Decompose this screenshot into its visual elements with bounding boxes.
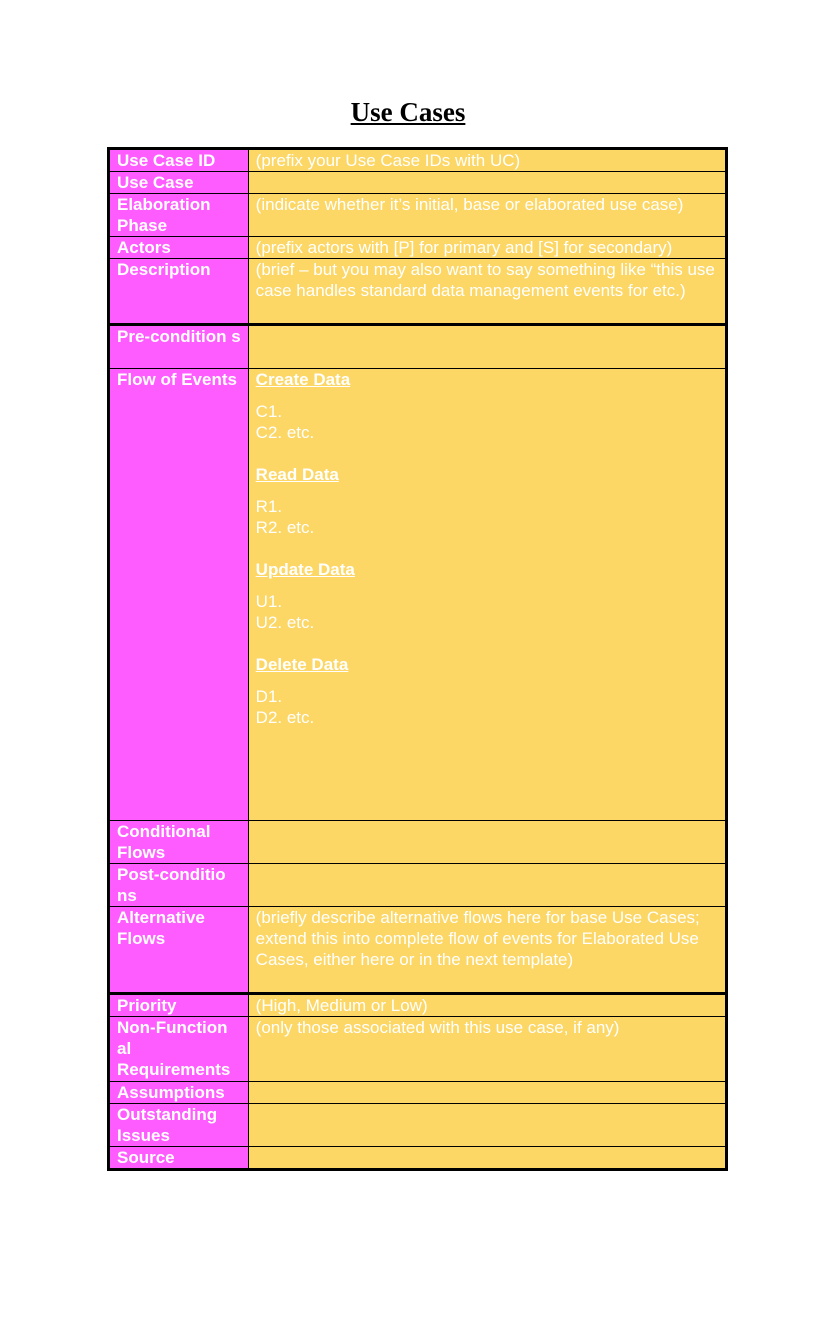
row-assumptions [109, 1082, 727, 1104]
actors-value: (prefix actors with [P] for primary and [S] for secondary) [248, 237, 726, 259]
conditional-flows-value [248, 821, 726, 864]
elaboration-phase-label: Elaboration Phase [109, 194, 249, 237]
alternative-flows-label: Alternative Flows [109, 907, 249, 994]
pre-conditions-value [248, 325, 726, 369]
row-alternative-flows [109, 907, 727, 994]
assumptions-label: Assumptions [109, 1082, 249, 1104]
alternative-flows-value: (briefly describe alternative flows here for base Use Cases; extend this into complete flow of events for Elaborated Use Cases, either here or in the next template) [248, 907, 726, 994]
flow-step: R2. etc. [255, 518, 315, 537]
priority-value: (High, Medium or Low) [248, 994, 726, 1017]
row-priority [109, 994, 727, 1017]
row-source [109, 1147, 727, 1170]
actors-label: Actors [109, 237, 249, 259]
non-functional-requirements-value: (only those associated with this use case, if any) [248, 1017, 726, 1082]
row-conditional-flows [109, 821, 727, 864]
row-elaboration-phase [109, 194, 727, 237]
non-functional-requirements-label: Non-Function al Requirements [109, 1017, 249, 1082]
use-case-value [248, 172, 726, 194]
flow-step: C1. [255, 402, 283, 421]
source-value [248, 1147, 726, 1170]
flow-step: R1. [255, 497, 283, 516]
priority-label: Priority [109, 994, 249, 1017]
use-case-label: Use Case [109, 172, 249, 194]
update-data-heading: Update Data [255, 560, 355, 579]
outstanding-issues-label: Outstanding Issues [109, 1104, 249, 1147]
row-flow-of-events [109, 369, 727, 821]
flow-of-events-label: Flow of Events [109, 369, 249, 821]
flow-of-events-value [248, 369, 726, 821]
flow-step: U2. etc. [255, 613, 315, 632]
flow-step: U1. [255, 592, 283, 611]
delete-data-heading: Delete Data [255, 655, 349, 674]
description-label: Description [109, 259, 249, 325]
row-use-case-id [109, 149, 727, 172]
use-case-table [107, 147, 728, 1171]
row-use-case [109, 172, 727, 194]
assumptions-value [248, 1082, 726, 1104]
page-title: Use Cases [350, 97, 466, 127]
create-data-heading: Create Data [255, 370, 351, 389]
post-conditions-value [248, 864, 726, 907]
use-case-id-value: (prefix your Use Case IDs with UC) [248, 149, 726, 172]
conditional-flows-label: Conditional Flows [109, 821, 249, 864]
row-actors [109, 237, 727, 259]
description-value: (brief – but you may also want to say something like “this use case handles standard data management events for etc.) [248, 259, 726, 325]
row-pre-conditions [109, 325, 727, 369]
row-non-functional-requirements [109, 1017, 727, 1082]
row-outstanding-issues [109, 1104, 727, 1147]
source-label: Source [109, 1147, 249, 1170]
use-case-id-label: Use Case ID [109, 149, 249, 172]
elaboration-phase-value: (indicate whether it’s initial, base or elaborated use case) [248, 194, 726, 237]
row-post-conditions [109, 864, 727, 907]
outstanding-issues-value [248, 1104, 726, 1147]
row-description [109, 259, 727, 325]
flow-step: C2. etc. [255, 423, 315, 442]
flow-step: D1. [255, 687, 283, 706]
post-conditions-label: Post-conditio ns [109, 864, 249, 907]
read-data-heading: Read Data [255, 465, 339, 484]
flow-step: D2. etc. [255, 708, 315, 727]
pre-conditions-label: Pre-condition s [109, 325, 249, 369]
